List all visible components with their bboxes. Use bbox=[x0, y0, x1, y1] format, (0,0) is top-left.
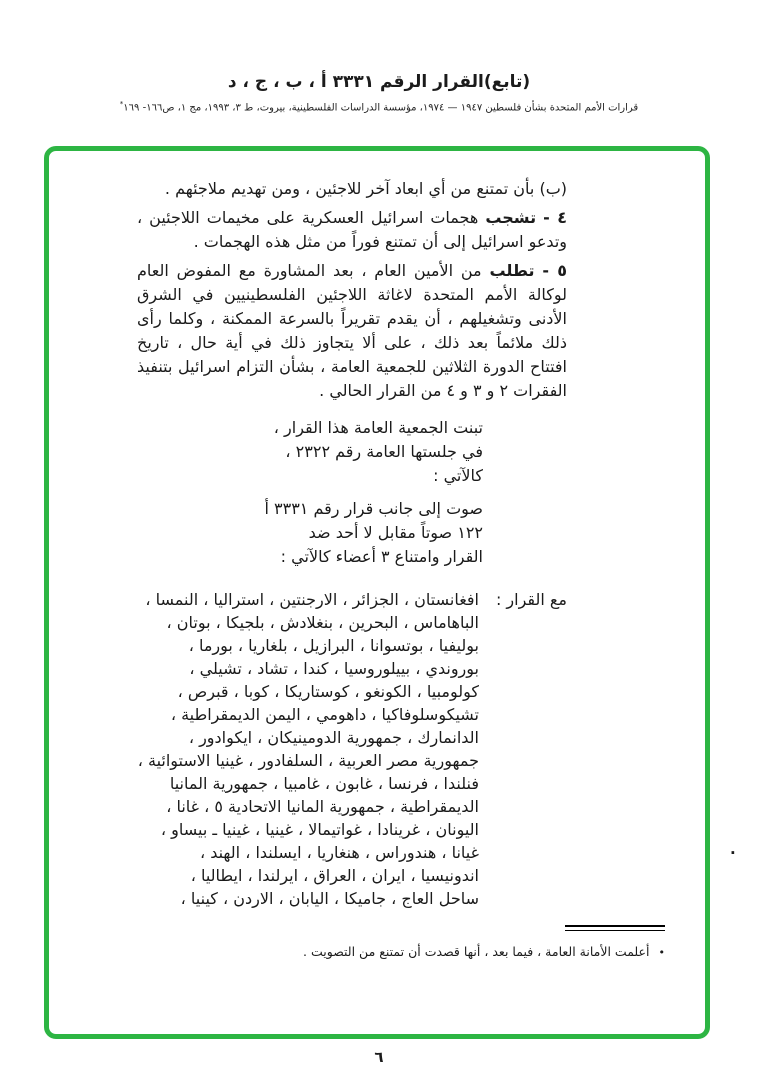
paragraph-5-text: من الأمين العام ، بعد المشاورة مع المفوض العام لوكالة الأمم المتحدة لاغاثة اللاجئين الفلسطينيين في الشرق الأدنى وتشغيلهم ، أن يقدم تقريراً بالسرعة الممكنة ، وكلما رأى ذلك ملائماً بعد ذلك ، على ألا يتجاوز ذلك في أية حال ، تاريخ افتتاح الدورة الثلاثين للجمعية العامة ، بشأن التزام اسرائيل بتنفيذ الفقرات ٢ و ٣ و ٤ من القرار الحالي . bbox=[137, 261, 567, 400]
source-citation-text: قرارات الأمم المتحدة بشأن فلسطين ١٩٤٧ — ١٩٧٤، مؤسسة الدراسات الفلسطينية، بيروت، ط ٣، ١٩٩٣، مج ١، ص١٦٦- ١٦٩ bbox=[123, 102, 639, 114]
country-list-line: اليونان ، غرينادا ، غواتيمالا ، غينيا ، غينيا ـ بيساو ، bbox=[160, 820, 479, 839]
country-list-line: فنلندا ، فرنسا ، غابون ، غامبيا ، جمهورية المانيا bbox=[169, 774, 479, 793]
vote-result-line: صوت إلى جانب قرار رقم ٣٣٣١ أ bbox=[264, 499, 483, 518]
country-list-line: كولومبيا ، الكونغو ، كوستاريكا ، كوبا ، قبرص ، bbox=[177, 682, 479, 701]
content-frame bbox=[44, 146, 710, 1039]
paragraph-4 bbox=[137, 206, 567, 254]
country-list-line: بوروندي ، بييلوروسيا ، كندا ، تشاد ، تشيلي ، bbox=[189, 659, 479, 678]
paragraph-5-verb: تطلب bbox=[489, 261, 535, 280]
footnote-divider bbox=[565, 925, 665, 931]
country-list-line: اندونيسيا ، ايران ، العراق ، ايرلندا ، ايطاليا ، bbox=[190, 866, 479, 885]
vote-result-block bbox=[137, 497, 483, 569]
adoption-block bbox=[137, 416, 483, 488]
vote-result-line: القرار وامتناع ٣ أعضاء كالآتي : bbox=[280, 547, 483, 566]
adoption-line: كالآتي : bbox=[433, 466, 483, 485]
stray-mark: . bbox=[730, 840, 736, 858]
footnote-bullet-icon: • bbox=[658, 946, 665, 959]
adoption-line: تبنت الجمعية العامة هذا القرار ، bbox=[273, 418, 483, 437]
paragraph-4-verb: تشجب bbox=[485, 208, 537, 227]
paragraph-4-number: ٤ - bbox=[543, 208, 567, 227]
paragraph-b: (ب) بأن تمتنع من أي ابعاد آخر للاجئين ، ومن تهديم ملاجئهم . bbox=[164, 179, 567, 198]
resolution-title: (تابع)القرار الرقم ٣٣٣١ أ ، ب ، ج ، د bbox=[227, 72, 531, 92]
page-number: ٦ bbox=[374, 1048, 384, 1066]
vote-result-line: ١٢٢ صوتاً مقابل لا أحد ضد bbox=[308, 523, 483, 542]
paragraph-4-text: هجمات اسرائيل العسكرية على مخيمات اللاجئين ، وتدعو اسرائيل إلى أن تمتنع فوراً من مثل هذه الهجمات . bbox=[137, 208, 567, 251]
country-list-line: تشيكوسلوفاكيا ، داهومي ، اليمن الديمقراطية ، bbox=[170, 705, 479, 724]
source-note-mark: * bbox=[119, 100, 124, 108]
votes-for-label: مع القرار : bbox=[495, 590, 567, 609]
country-list-line: الباهاماس ، البحرين ، بنغلادش ، بلجيكا ، بوتان ، bbox=[166, 613, 479, 632]
votes-for-country-list bbox=[137, 588, 479, 910]
adoption-line: في جلستها العامة رقم ٢٣٢٢ ، bbox=[285, 442, 483, 461]
footnote-text: أعلمت الأمانة العامة ، فيما بعد ، أنها قصدت أن تمتنع من التصويت . bbox=[303, 944, 650, 959]
resolution-body bbox=[49, 151, 705, 961]
paragraph-5-number: ٥ - bbox=[542, 261, 568, 280]
country-list-line: الديمقراطية ، جمهورية المانيا الاتحادية ٥ ، غانا ، bbox=[166, 797, 479, 816]
country-list-line: بوليفيا ، بوتسوانا ، البرازيل ، بلغاريا ، بورما ، bbox=[188, 636, 479, 655]
votes-for-section bbox=[137, 588, 567, 910]
country-list-line: ساحل العاج ، جاميكا ، اليابان ، الاردن ، كينيا ، bbox=[180, 889, 479, 908]
footnote-area bbox=[137, 925, 665, 961]
footnote bbox=[137, 943, 665, 961]
document-header bbox=[0, 72, 758, 113]
country-list-line: جمهورية مصر العربية ، السلفادور ، غينيا الاستوائية ، bbox=[137, 751, 479, 770]
country-list-line: افغانستان ، الجزائر ، الارجنتين ، استراليا ، النمسا ، bbox=[145, 590, 479, 609]
country-list-line: غيانا ، هندوراس ، هنغاريا ، ايسلندا ، الهند ، bbox=[199, 843, 479, 862]
country-list-line: الدانمارك ، جمهورية الدومينيكان ، ايكوادور ، bbox=[188, 728, 479, 747]
paragraph-5 bbox=[137, 259, 567, 403]
source-citation bbox=[0, 100, 758, 113]
